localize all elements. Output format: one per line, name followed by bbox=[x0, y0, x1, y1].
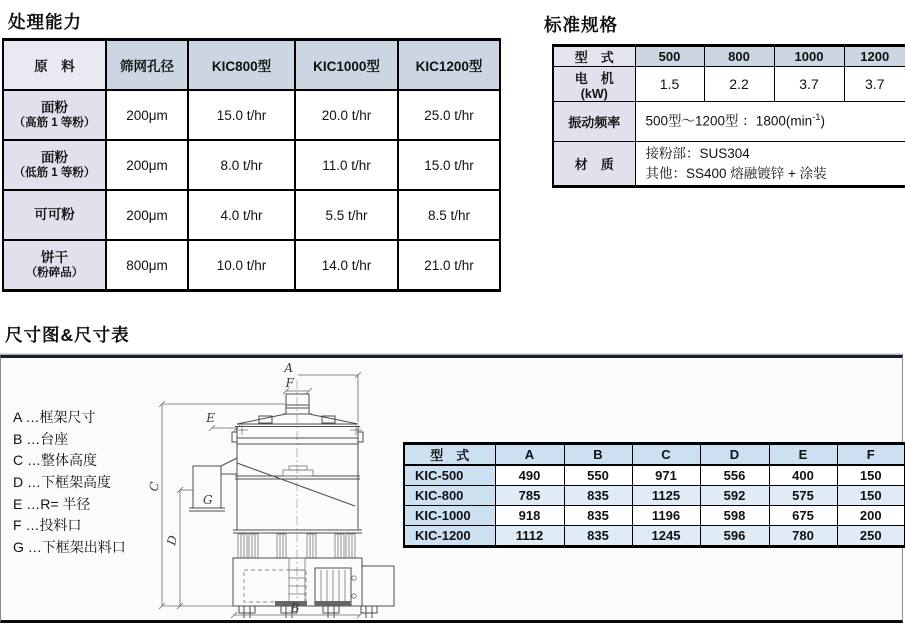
dim-header-c: C bbox=[632, 444, 700, 466]
table-row bbox=[3, 240, 500, 291]
model-cell: KIC-1000 bbox=[404, 506, 495, 526]
capacity-header-kic1000: KIC1000型 bbox=[295, 40, 398, 91]
dim-label-g: G bbox=[203, 493, 213, 507]
dim-value: 575 bbox=[769, 486, 837, 506]
vibration-label: 振动频率 bbox=[553, 102, 635, 142]
dim-label-a: A bbox=[284, 361, 293, 375]
material-sub: （高筋 1 等粉） bbox=[13, 116, 96, 129]
spec-header-1000: 1000 bbox=[774, 46, 844, 67]
material-name: 可可粉 bbox=[34, 207, 75, 223]
legend-item: F …投料口 bbox=[13, 517, 82, 534]
dim-value: 1125 bbox=[632, 486, 700, 506]
value-cell: 14.0 t/hr bbox=[295, 240, 398, 291]
spec-header-row bbox=[553, 46, 905, 67]
dim-header-model: 型 式 bbox=[404, 444, 495, 466]
dim-label-d: D bbox=[164, 533, 181, 547]
capacity-table bbox=[2, 38, 501, 292]
dim-value: 785 bbox=[495, 486, 564, 506]
dim-value: 835 bbox=[564, 506, 632, 526]
aperture-cell: 200μm bbox=[106, 190, 188, 240]
capacity-header-material: 原 料 bbox=[3, 40, 106, 91]
table-row bbox=[3, 190, 500, 240]
motor-label-cell bbox=[553, 67, 635, 102]
dim-value: 200 bbox=[837, 506, 905, 526]
motor-label: 电 机 bbox=[574, 70, 614, 86]
dim-value: 918 bbox=[495, 506, 564, 526]
model-cell: KIC-1200 bbox=[404, 526, 495, 547]
motor-row bbox=[553, 67, 905, 102]
table-row bbox=[404, 526, 905, 547]
motor-value: 1.5 bbox=[635, 67, 704, 102]
dim-value: 556 bbox=[700, 465, 769, 486]
material-value bbox=[635, 142, 905, 187]
dim-value: 780 bbox=[769, 526, 837, 547]
motor-value: 3.7 bbox=[774, 67, 844, 102]
dim-value: 971 bbox=[632, 465, 700, 486]
dim-header-a: A bbox=[495, 444, 564, 466]
spec-header-1200: 1200 bbox=[844, 46, 905, 67]
dim-label-c: C bbox=[146, 480, 163, 493]
legend-item: C …整体高度 bbox=[13, 452, 97, 469]
spec-title: 标准规格 bbox=[544, 15, 618, 35]
material-cell bbox=[3, 240, 106, 291]
vibration-value: 500型～1200型 ：$1800(\min^{-1})$ bbox=[635, 102, 905, 142]
spec-header-500: 500 bbox=[635, 46, 704, 67]
value-cell: 10.0 t/hr bbox=[188, 240, 295, 291]
table-row bbox=[404, 506, 905, 526]
dimension-header-row bbox=[404, 444, 905, 466]
material-line1: 接粉部：SUS304 bbox=[645, 146, 750, 161]
value-cell: 21.0 t/hr bbox=[398, 240, 500, 291]
capacity-header-aperture: 筛网孔径 bbox=[106, 40, 188, 91]
dim-header-b: B bbox=[564, 444, 632, 466]
dim-label-e: E bbox=[206, 411, 215, 425]
value-cell: 5.5 t/hr bbox=[295, 190, 398, 240]
table-row bbox=[404, 465, 905, 486]
material-cell bbox=[3, 190, 106, 240]
value-cell: 15.0 t/hr bbox=[398, 140, 500, 190]
capacity-header-kic800: KIC800型 bbox=[188, 40, 295, 91]
legend-item: D …下框架高度 bbox=[13, 474, 111, 491]
value-cell: 8.5 t/hr bbox=[398, 190, 500, 240]
material-name: 饼干 bbox=[41, 250, 68, 266]
value-cell: 4.0 t/hr bbox=[188, 190, 295, 240]
dim-value: 835 bbox=[564, 486, 632, 506]
dim-value: 1196 bbox=[632, 506, 700, 526]
dim-value: 550 bbox=[564, 465, 632, 486]
dimension-legend bbox=[13, 407, 126, 559]
dim-label-f: F bbox=[285, 376, 294, 390]
material-row bbox=[553, 142, 905, 187]
material-cell bbox=[3, 140, 106, 190]
spec-header-model: 型 式 bbox=[553, 46, 635, 67]
legend-item: A …框架尺寸 bbox=[13, 409, 96, 425]
material-name: 面粉 bbox=[41, 150, 68, 166]
material-name: 面粉 bbox=[41, 100, 68, 116]
legend-item: E …R= 半径 bbox=[13, 495, 91, 512]
dim-value: 596 bbox=[700, 526, 769, 547]
value-cell: 25.0 t/hr bbox=[398, 90, 500, 140]
dim-label-b: B bbox=[290, 601, 300, 615]
material-line2: 其他：SS400 熔融镀锌 + 涂装 bbox=[645, 165, 827, 181]
value-cell: 11.0 t/hr bbox=[295, 140, 398, 190]
aperture-cell: 800μm bbox=[106, 240, 188, 291]
model-cell: KIC-800 bbox=[404, 486, 495, 506]
dim-value: 150 bbox=[837, 486, 905, 506]
capacity-header-kic1200: KIC1200型 bbox=[398, 40, 500, 91]
legend-item: B …台座 bbox=[13, 430, 69, 447]
spec-table bbox=[552, 44, 905, 188]
material-cell bbox=[3, 90, 106, 140]
dimension-table bbox=[403, 442, 905, 548]
aperture-cell: 200μm bbox=[106, 140, 188, 190]
dim-header-f: F bbox=[837, 444, 905, 466]
material-sub: （粉碎品） bbox=[25, 266, 84, 279]
dimensions-title: 尺寸图&尺寸表 bbox=[5, 325, 130, 345]
material-sub: （低筋 1 等粉） bbox=[13, 166, 96, 179]
value-cell: 8.0 t/hr bbox=[188, 140, 295, 190]
table-row bbox=[3, 90, 500, 140]
table-row bbox=[404, 486, 905, 506]
dim-value: 835 bbox=[564, 526, 632, 547]
dimension-diagram bbox=[145, 360, 435, 620]
table-row bbox=[3, 140, 500, 190]
dim-value: 1112 bbox=[495, 526, 564, 547]
dim-value: 598 bbox=[700, 506, 769, 526]
material-label: 材 质 bbox=[553, 142, 635, 187]
value-cell: 20.0 t/hr bbox=[295, 90, 398, 140]
dim-value: 400 bbox=[769, 465, 837, 486]
capacity-title: 处理能力 bbox=[8, 12, 82, 32]
dim-value: 250 bbox=[837, 526, 905, 547]
dim-value: 1245 bbox=[632, 526, 700, 547]
value-cell: 15.0 t/hr bbox=[188, 90, 295, 140]
vibration-row bbox=[553, 102, 905, 142]
motor-unit: (kW) bbox=[580, 86, 608, 101]
motor-value: 3.7 bbox=[844, 67, 905, 102]
capacity-header-row bbox=[3, 40, 500, 91]
dim-value: 592 bbox=[700, 486, 769, 506]
dim-header-d: D bbox=[700, 444, 769, 466]
aperture-cell: 200μm bbox=[106, 90, 188, 140]
dim-value: 150 bbox=[837, 465, 905, 486]
dim-value: 490 bbox=[495, 465, 564, 486]
spec-header-800: 800 bbox=[704, 46, 774, 67]
dim-header-e: E bbox=[769, 444, 837, 466]
dim-value: 675 bbox=[769, 506, 837, 526]
model-cell: KIC-500 bbox=[404, 465, 495, 486]
legend-item: G …下框架出料口 bbox=[13, 539, 126, 556]
motor-value: 2.2 bbox=[704, 67, 774, 102]
